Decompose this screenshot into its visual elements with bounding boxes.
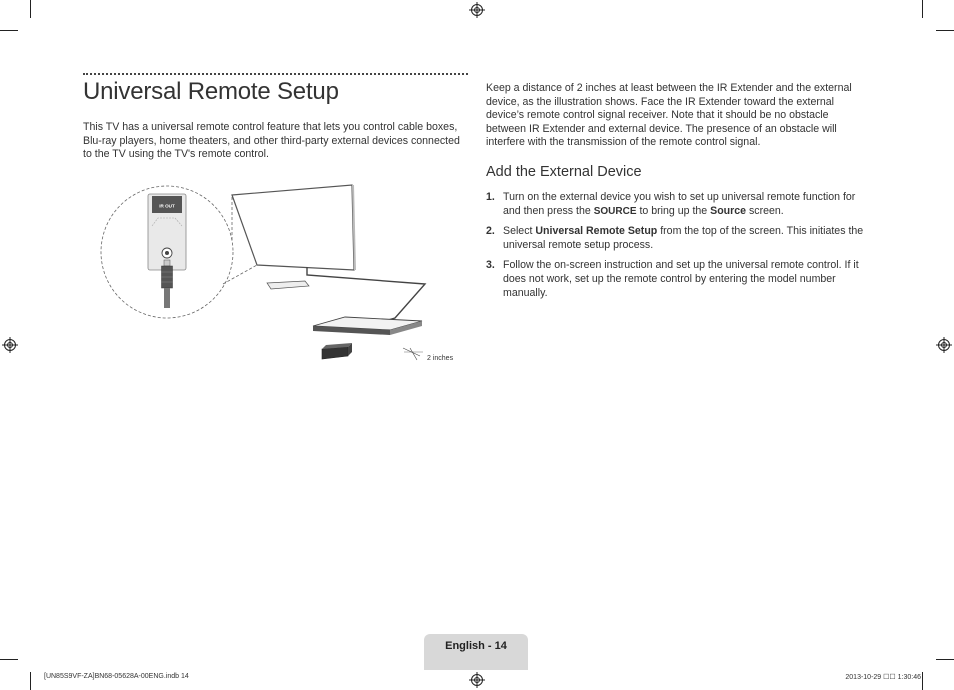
page-title: Universal Remote Setup [83,78,339,105]
intro-paragraph: This TV has a universal remote control feature that lets you control cable boxes, Blu-ray players, home theaters, and other third-party external devices connected to the TV using the TV's remote control. [83,121,460,161]
registration-mark-icon [936,337,952,353]
print-slug-date: 2013-10-29 ☐☐ 1:30:46 [845,674,921,681]
step-number: 2. [486,225,495,238]
step-text: screen. [746,204,784,217]
crop-mark [936,30,954,31]
registration-mark-icon [2,337,18,353]
step-text: from the top of the screen. This initiates the universal remote setup process. [503,225,864,251]
step-keyword: Source [710,204,747,217]
list-item [486,191,872,218]
ir-extender [322,347,348,359]
print-slug-file: [UN85S9VF-ZA]BN68-05628A-00ENG.indb 14 [44,673,189,680]
step-number: 1. [486,191,495,203]
ir-extender-illustration [95,180,470,380]
step-keyword: Universal Remote Setup [535,225,658,238]
ir-plug [164,260,170,266]
crop-mark [936,659,954,660]
tv-screen [232,185,354,270]
step-keyword: SOURCE [593,205,637,217]
page-number: English - 14 [445,640,507,652]
port-label: IR OUT [159,203,175,209]
crop-mark [0,659,18,660]
registration-mark-icon [469,2,485,18]
ir-receiver-box [267,281,309,289]
distance-label: 2 inches [427,355,454,362]
section-divider [83,73,468,75]
step-number: 3. [486,259,495,272]
crop-mark [30,0,31,18]
crop-mark [0,30,18,31]
step-text: to bring up the [636,204,711,217]
section-heading: Add the External Device [486,164,642,180]
steps-list [486,191,872,307]
step-text: Select [503,225,536,238]
step-text: Turn on the external device you wish to set up universal remote function for and then press the [503,191,856,217]
crop-mark [922,672,923,690]
list-item [486,225,872,252]
list-item [486,259,872,300]
step-text: Follow the on-screen instruction and set up the universal remote control. If it does not work, set up the remote control by entering the model number manually. [503,259,859,299]
registration-mark-icon [469,672,485,688]
distance-paragraph: Keep a distance of 2 inches at least between the IR Extender and the external device, as the illustration shows. Face the IR Extender toward the external device’s remote control signal receiver. Note that it should be no obstacle between IR Extender and external device. The presence of an obstacle will interfere with the transmission of the remote control signal. [486,82,852,149]
crop-mark [30,672,31,690]
crop-mark [922,0,923,18]
